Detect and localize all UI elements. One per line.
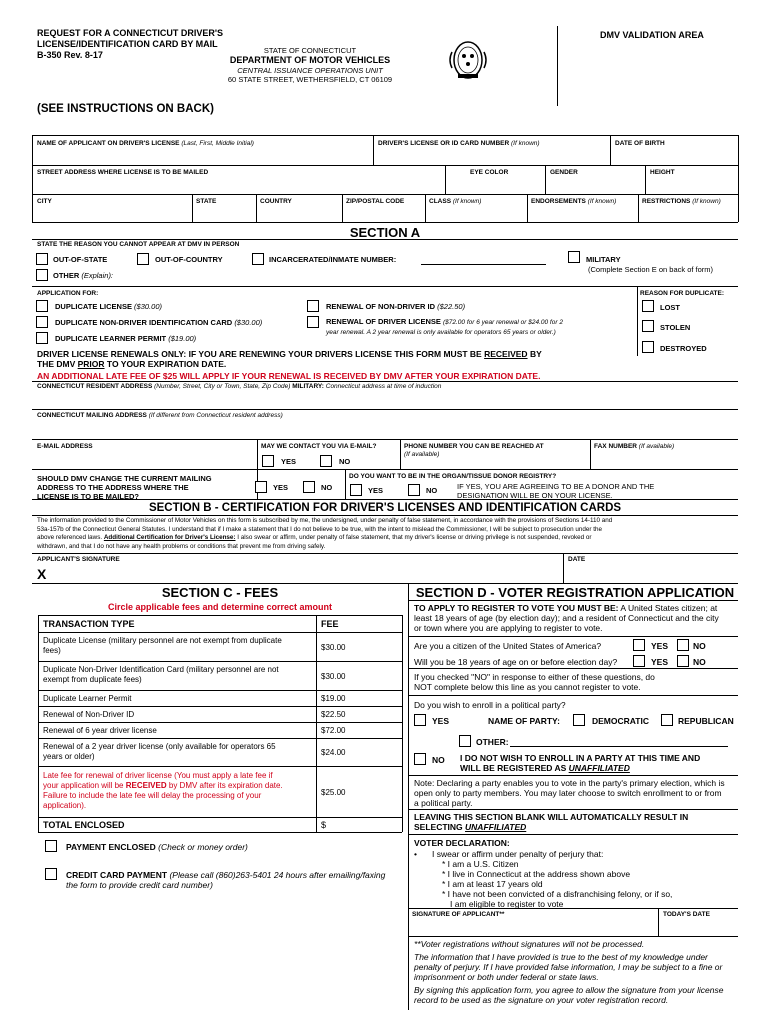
footnote-penalty-line2: penalty of perjury. If I have provided false information, I may be subject to a fine or — [414, 962, 723, 972]
democratic-checkbox[interactable] — [573, 714, 585, 726]
military-checkbox[interactable] — [568, 251, 580, 263]
table-row — [43, 665, 313, 685]
row-label-line1: Renewal of a 2 year driver license (only available for operators 65 — [43, 742, 276, 751]
duplicate-license-checkbox[interactable] — [36, 300, 48, 312]
ct-resident-label: CONNECTICUT RESIDENT ADDRESS — [37, 383, 153, 390]
late-fee-line2a: your application will be — [43, 781, 124, 790]
voter-declaration-title: VOTER DECLARATION: — [414, 838, 510, 848]
if-no-note — [414, 672, 655, 692]
table-row: Renewal of 6 year driver license — [43, 726, 157, 735]
blank-note-unaffiliated: UNAFFILIATED — [465, 822, 527, 832]
other-party-label: OTHER: — [476, 737, 509, 747]
restrictions-hint: (If known) — [692, 198, 721, 205]
renewal-driver-text: RENEWAL OF DRIVER LICENSE — [326, 317, 441, 326]
form-revision: B-350 Rev. 8-17 — [37, 50, 103, 60]
lost-checkbox[interactable] — [642, 300, 654, 312]
late-fee-line3: Failure to include the late fee will delay the processing of your — [43, 791, 262, 800]
age-yes-checkbox[interactable] — [633, 655, 645, 667]
renewal-nondriver-label — [326, 302, 465, 311]
renewal-driver-label — [326, 317, 636, 337]
republican-label: REPUBLICAN — [678, 716, 734, 726]
donor-no-label: NO — [426, 486, 438, 495]
credit-card-text: CREDIT CARD PAYMENT — [66, 870, 168, 880]
stolen-checkbox[interactable] — [642, 320, 654, 332]
applicant-name-label: NAME OF APPLICANT ON DRIVER'S LICENSE — [37, 140, 180, 147]
other-party-checkbox[interactable] — [459, 735, 471, 747]
credit-card-label — [66, 870, 385, 890]
no-enroll-line1: I DO NOT WISH TO ENROLL IN A PARTY AT THIS TIME AND — [460, 753, 701, 763]
donor-yes-checkbox[interactable] — [350, 484, 362, 496]
change-address-line2: ADDRESS TO THE ADDRESS WHERE THE — [37, 483, 189, 492]
credit-card-hint2: the form to provide credit card number) — [66, 880, 213, 890]
footnote-consent-line2: record to be used as the signature on your voter registration record. — [414, 995, 669, 1005]
inmate-number-line[interactable] — [421, 264, 546, 265]
late-fee-line2c: by DMV after its expiration date. — [168, 781, 283, 790]
age-question: Will you be 18 years of age on or before election day? — [414, 657, 618, 667]
section-a-title: SECTION A — [349, 225, 421, 240]
duplicate-license-label — [55, 302, 162, 311]
ct-resident-hint: (Number, Street, City or Town, State, Zip Code) — [154, 383, 291, 390]
table-row — [43, 742, 313, 762]
table-row: Renewal of Non-Driver ID — [43, 710, 135, 719]
fax-number-field[interactable] — [594, 443, 674, 451]
declaration-item: * I live in Connecticut at the address shown above — [442, 869, 631, 879]
no-enroll-checkbox[interactable] — [414, 753, 426, 765]
other-party-line[interactable] — [510, 746, 728, 747]
license-number-label: DRIVER'S LICENSE OR ID CARD NUMBER — [378, 140, 510, 147]
reason-label: STATE THE REASON YOU CANNOT APPEAR AT DMV IN PERSON — [37, 241, 240, 248]
renewal-note-received: RECEIVED — [484, 349, 528, 359]
row-label-line1: Duplicate Non-Driver Identification Card (military personnel are not — [43, 665, 279, 674]
no-enroll-text — [460, 753, 700, 773]
certification-line1: The information provided to the Commissioner of Motor Vehicles on this form is subscribed by me, the undersigned, under penalty of false statement, in accordance with the provisions of Sections 14-110 and — [37, 517, 613, 524]
zip-field[interactable]: ZIP/POSTAL CODE — [346, 198, 405, 205]
renewal-nondriver-text: RENEWAL OF NON-DRIVER ID — [326, 302, 436, 311]
citizen-no-checkbox[interactable] — [677, 639, 689, 651]
duplicate-license-fee: ($30.00) — [134, 302, 162, 311]
country-field[interactable]: COUNTRY — [260, 198, 292, 205]
footnote-signature: **Voter registrations without signatures will not be processed. — [414, 939, 645, 949]
row-label-line2: fees) — [43, 646, 61, 655]
phone-label: PHONE NUMBER YOU CAN BE REACHED AT — [404, 443, 544, 450]
row-fee: $24.00 — [321, 748, 346, 757]
footnote-penalty-line3: imprisonment or both under federal or state laws. — [414, 972, 599, 982]
street-address-field[interactable]: STREET ADDRESS WHERE LICENSE IS TO BE MAILED — [37, 169, 209, 176]
renewal-driver-checkbox[interactable] — [307, 316, 319, 328]
department-name: DEPARTMENT OF MOTOR VEHICLES — [229, 55, 391, 65]
applicant-name-hint: (Last, First, Middle Initial) — [181, 140, 254, 147]
renewal-nondriver-checkbox[interactable] — [307, 300, 319, 312]
donor-note-line2: DESIGNATION WILL BE ON YOUR LICENSE. — [457, 491, 613, 500]
blank-note-line2: SELECTING — [414, 822, 463, 832]
change-address-yes-checkbox[interactable] — [255, 481, 267, 493]
height-field[interactable]: HEIGHT — [650, 169, 675, 176]
donor-no-checkbox[interactable] — [408, 484, 420, 496]
total-enclosed-label: TOTAL ENCLOSED — [43, 820, 125, 830]
credit-card-hint1: (Please call (860)263-5401 24 hours after emailing/faxing — [169, 870, 386, 880]
footnote-consent-line1: By signing this application form, you agree to allow the signature from your license — [414, 985, 724, 995]
out-of-country-label: OUT-OF-COUNTRY — [155, 255, 223, 264]
restrictions-field[interactable] — [642, 198, 721, 206]
out-of-state-label: OUT-OF-STATE — [53, 255, 108, 264]
other-explain-hint: (Explain): — [81, 271, 114, 280]
citizen-yes-label: YES — [651, 641, 669, 651]
lost-label: LOST — [660, 303, 680, 312]
late-fee-received: RECEIVED — [125, 781, 167, 790]
late-fee-amount: $25.00 — [321, 788, 346, 797]
destroyed-checkbox[interactable] — [642, 341, 654, 353]
party-note — [414, 778, 739, 808]
email-contact-no-checkbox[interactable] — [320, 455, 332, 467]
declaration-swear: I swear or affirm under penalty of perjury that: — [432, 849, 604, 859]
duplicate-nondriver-label — [55, 318, 262, 327]
change-address-no-label: NO — [321, 483, 333, 492]
voter-declaration-bullet: • — [414, 849, 417, 859]
row-fee: $72.00 — [321, 726, 346, 735]
declaration-item: * I have not been convicted of a disfranchising felony, or if so, — [442, 889, 673, 899]
endorsements-field[interactable] — [531, 198, 616, 206]
declaration-item: * I am at least 17 years old — [442, 879, 543, 889]
voter-signature-field[interactable]: SIGNATURE OF APPLICANT** — [412, 911, 505, 918]
change-address-no-checkbox[interactable] — [303, 481, 315, 493]
renewal-note-text1: DRIVER LICENSE RENEWALS ONLY: IF YOU ARE RENEWING YOUR DRIVERS LICENSE THIS FORM MUST BE — [37, 349, 482, 359]
renewal-note-by: BY — [529, 349, 542, 359]
section-c-title: SECTION C - FEES — [161, 585, 279, 600]
agency-address: 60 STATE STREET, WETHERSFIELD, CT 06109 — [227, 75, 393, 84]
form-title-line1: REQUEST FOR A CONNECTICUT DRIVER'S — [37, 28, 223, 38]
state-name: STATE OF CONNECTICUT — [263, 46, 357, 55]
ct-mailing-label: CONNECTICUT MAILING ADDRESS — [37, 412, 147, 419]
signature-date-field[interactable]: DATE — [568, 556, 586, 563]
certification-line4: withdrawn, and that I do not have any health problems or conditions that prevent me from driving safely. — [37, 542, 326, 550]
military-address-label: MILITARY: — [292, 383, 324, 390]
if-no-line1: If you checked "NO" in response to either of these questions, do — [414, 672, 655, 682]
duplicate-learner-text: DUPLICATE LEARNER PERMIT — [55, 334, 167, 343]
no-enroll-unaffiliated: UNAFFILIATED — [568, 763, 630, 773]
renewal-driver-note2: year renewal. A 2 year renewal is only available for operators 65 years or older.) — [326, 329, 556, 336]
instructions-note: (SEE INSTRUCTIONS ON BACK) — [37, 103, 214, 115]
enroll-yes-label: YES — [432, 716, 450, 726]
late-fee-row — [43, 771, 315, 811]
applicant-signature-field[interactable] — [52, 566, 557, 582]
military-label: MILITARY — [586, 255, 621, 264]
class-label: CLASS — [429, 198, 452, 205]
voter-eligibility-line1: A United States citizen; at — [620, 603, 718, 613]
form-title-line2: LICENSE/IDENTIFICATION CARD BY MAIL — [37, 39, 218, 49]
certification-line3c: I also swear or affirm, under penalty of false statement, that my driver's license or driving privilege is not suspended, revoked or — [237, 534, 592, 541]
license-number-hint: (If known) — [511, 140, 540, 147]
no-enroll-line2: WILL BE REGISTERED AS — [460, 763, 567, 773]
incarcerated-label: INCARCERATED/INMATE NUMBER: — [269, 255, 397, 264]
eye-color-field[interactable]: EYE COLOR — [470, 169, 509, 176]
renewal-driver-note1: ($72.00 for 6 year renewal or $24.00 for 2 — [442, 319, 563, 326]
declaration-item: * I am a U.S. Citizen — [442, 859, 519, 869]
signature-x-mark: X — [37, 566, 47, 582]
row-label-line2: exempt from duplicate fees) — [43, 675, 142, 684]
incarcerated-checkbox[interactable] — [252, 253, 264, 265]
payment-enclosed-text: PAYMENT ENCLOSED — [66, 842, 156, 852]
total-enclosed-field[interactable]: $ — [321, 820, 327, 830]
email-contact-yes-label: YES — [281, 457, 297, 466]
fee-header: FEE — [321, 619, 339, 629]
citizen-yes-checkbox[interactable] — [633, 639, 645, 651]
age-yes-label: YES — [651, 657, 669, 667]
duplicate-license-text: DUPLICATE LICENSE — [55, 302, 132, 311]
certification-text — [37, 517, 737, 551]
ct-mailing-address-field[interactable] — [37, 412, 283, 420]
city-field[interactable]: CITY — [37, 198, 52, 205]
certification-additional: Additional Certification for Driver's License: — [103, 534, 236, 541]
license-number-field[interactable] — [378, 140, 540, 148]
endorsements-label: ENDORSEMENTS — [531, 198, 586, 205]
stolen-label: STOLEN — [660, 323, 691, 332]
party-note-line1: Note: Declaring a party enables you to vote in the party's primary election, which is — [414, 778, 725, 788]
destroyed-label: DESTROYED — [660, 344, 707, 353]
military-note: (Complete Section E on back of form) — [588, 265, 714, 274]
if-no-line2: NOT complete below this line as you cannot register to vote. — [414, 682, 641, 692]
duplicate-learner-fee: ($19.00) — [168, 334, 197, 343]
renewal-note-text2b: TO YOUR EXPIRATION DATE. — [106, 359, 227, 369]
renewal-note-text2a: THE DMV — [37, 359, 76, 369]
table-row — [43, 636, 313, 656]
footnote-penalty-line1: The information that I have provided is true to the best of my knowledge under — [414, 952, 708, 962]
voter-eligibility-line2: least 18 years of age (by election day); and a resident of Connecticut and the city — [414, 613, 719, 623]
military-address-hint: Connecticut address at time of induction — [325, 383, 442, 390]
restrictions-label: RESTRICTIONS — [642, 198, 691, 205]
change-address-yes-label: YES — [273, 483, 289, 492]
applicant-name-field[interactable] — [37, 140, 254, 148]
enroll-question: Do you wish to enroll in a political party? — [414, 700, 566, 710]
out-of-state-checkbox[interactable] — [36, 253, 48, 265]
email-address-field[interactable]: E-MAIL ADDRESS — [37, 443, 93, 450]
renewal-only-note — [37, 349, 637, 369]
other-label — [53, 271, 113, 280]
change-address-line1: SHOULD DMV CHANGE THE CURRENT MAILING — [37, 474, 212, 483]
blank-note-line1: LEAVING THIS SECTION BLANK WILL AUTOMATICALLY RESULT IN — [414, 812, 689, 822]
renewal-note-prior: PRIOR — [77, 359, 105, 369]
state-seal-icon — [446, 38, 490, 82]
row-fee: $19.00 — [321, 694, 346, 703]
republican-checkbox[interactable] — [661, 714, 673, 726]
ct-mailing-hint: (If different from Connecticut resident address) — [148, 412, 283, 419]
voter-date-field[interactable]: TODAY'S DATE — [663, 911, 710, 918]
ct-resident-address-field[interactable] — [37, 383, 441, 391]
phone-hint: (If available) — [404, 451, 440, 458]
other-checkbox[interactable] — [36, 269, 48, 281]
section-d-title: SECTION D - VOTER REGISTRATION APPLICATION — [415, 585, 735, 600]
row-label-line1: Duplicate License (military personnel are not exempt from duplicate — [43, 636, 282, 645]
duplicate-nondriver-fee: ($30.00) — [234, 318, 263, 327]
email-contact-yes-checkbox[interactable] — [262, 455, 274, 467]
other-label-text: OTHER — [53, 271, 80, 280]
fax-label: FAX NUMBER — [594, 443, 637, 450]
payment-enclosed-checkbox[interactable] — [45, 840, 57, 852]
reason-duplicate-label: REASON FOR DUPLICATE: — [640, 290, 725, 297]
renewal-nondriver-fee: ($22.50) — [437, 302, 466, 311]
duplicate-nondriver-checkbox[interactable] — [36, 316, 48, 328]
declaration-item: I am eligible to register to vote — [450, 899, 564, 909]
late-fee-line1: Late fee for renewal of driver license (You must apply a late fee if — [43, 771, 273, 780]
row-fee: $30.00 — [321, 643, 346, 652]
unit-name: CENTRAL ISSUANCE OPERATIONS UNIT — [237, 66, 383, 75]
donor-note — [457, 482, 654, 500]
row-fee: $30.00 — [321, 672, 346, 681]
row-fee: $22.50 — [321, 710, 346, 719]
enroll-yes-checkbox[interactable] — [414, 714, 426, 726]
payment-enclosed-label — [66, 842, 248, 852]
late-fee-line4: application). — [43, 801, 87, 810]
blank-section-note — [414, 812, 688, 832]
donor-yes-label: YES — [368, 486, 384, 495]
table-row: Duplicate Learner Permit — [43, 694, 132, 703]
party-note-line3: a political party. — [414, 798, 473, 808]
out-of-country-checkbox[interactable] — [137, 253, 149, 265]
age-no-checkbox[interactable] — [677, 655, 689, 667]
duplicate-learner-label — [55, 334, 196, 343]
dmv-validation-area: DMV VALIDATION AREA — [600, 30, 704, 40]
citizen-question: Are you a citizen of the United States of America? — [414, 641, 602, 651]
democratic-label: DEMOCRATIC — [592, 716, 649, 726]
duplicate-nondriver-text: DUPLICATE NON-DRIVER IDENTIFICATION CARD — [55, 318, 233, 327]
citizen-no-label: NO — [693, 641, 706, 651]
agency-header — [180, 46, 440, 84]
email-contact-no-label: NO — [339, 457, 351, 466]
donor-note-line1: IF YES, YOU ARE AGREEING TO BE A DONOR AND THE — [457, 482, 655, 491]
credit-card-checkbox[interactable] — [45, 868, 57, 880]
voter-eligibility-line3: or town where you are applying to register to vote. — [414, 623, 603, 633]
age-no-label: NO — [693, 657, 706, 667]
class-field[interactable] — [429, 198, 481, 206]
voter-declaration-text — [432, 849, 672, 909]
section-b-title: SECTION B - CERTIFICATION FOR DRIVER'S LICENSES AND IDENTIFICATION CARDS — [148, 502, 622, 514]
no-enroll-no-label: NO — [432, 755, 445, 765]
may-contact-email-label: MAY WE CONTACT YOU VIA E-MAIL? — [261, 443, 377, 450]
payment-enclosed-hint: (Check or money order) — [158, 842, 248, 852]
applicant-signature-label: APPLICANT'S SIGNATURE — [37, 556, 120, 563]
certification-line2: 53a-157b of the Connecticut General Statutes. I understand that if I make a statement that I do not believe to be true, with the intent to mislead the Commissioner, I will be subject to prosecution under the — [37, 525, 602, 533]
duplicate-learner-checkbox[interactable] — [36, 332, 48, 344]
class-hint: (If known) — [452, 198, 482, 205]
donor-question: DO YOU WANT TO BE IN THE ORGAN/TISSUE DONOR REGISTRY? — [349, 473, 557, 480]
late-fee-warning: AN ADDITIONAL LATE FEE OF $25 WILL APPLY IF YOUR RENEWAL IS RECEIVED BY DMV AFTER YOUR EXPIRATION DATE. — [37, 371, 541, 381]
voter-footnotes — [414, 939, 739, 1005]
date-of-birth-field[interactable]: DATE OF BIRTH — [615, 140, 665, 147]
row-label-line2: years or older) — [43, 752, 95, 761]
voter-eligibility-heading: TO APPLY TO REGISTER TO VOTE YOU MUST BE: — [414, 603, 619, 613]
change-address-question — [37, 474, 212, 501]
change-address-line3: LICENSE IS TO BE MAILED? — [37, 492, 139, 501]
endorsements-hint: (If known) — [587, 198, 617, 205]
gender-field[interactable]: GENDER — [550, 169, 578, 176]
name-of-party-label: NAME OF PARTY: — [488, 716, 560, 726]
state-field[interactable]: STATE — [196, 198, 217, 205]
transaction-type-header: TRANSACTION TYPE — [43, 619, 135, 629]
application-for-label: APPLICATION FOR: — [37, 290, 99, 297]
certification-line3a: above referenced laws. — [37, 534, 103, 541]
fax-hint: (If available) — [638, 443, 675, 450]
voter-eligibility — [414, 603, 739, 633]
party-note-line2: open only to party members. You may later choose to switch enrollment to or from — [414, 788, 722, 798]
circle-fees-instruction: Circle applicable fees and determine correct amount — [107, 602, 333, 612]
phone-number-field[interactable] — [404, 443, 544, 459]
